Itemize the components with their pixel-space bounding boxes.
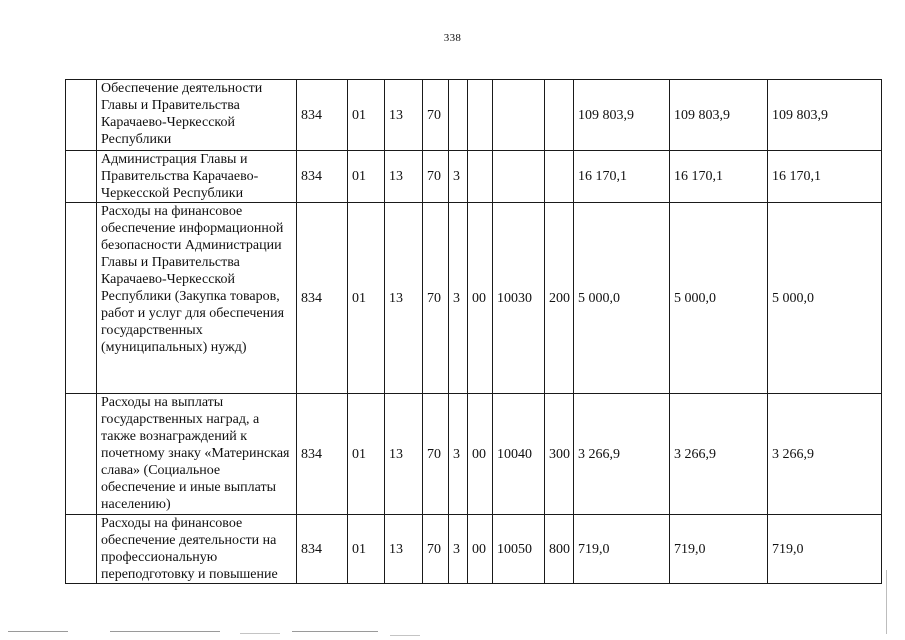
amount-year-3: 109 803,9 [768, 80, 882, 151]
scan-artifact-line [110, 631, 220, 632]
amount-year-2: 5 000,0 [670, 203, 768, 394]
program-code: 70 [423, 203, 449, 394]
expense-type-code [545, 80, 574, 151]
table-row [66, 151, 882, 203]
expense-type-code [545, 151, 574, 203]
scan-artifact-line [8, 631, 68, 632]
row-name: Обеспечение деятельности Главы и Правительства Карачаево-Черкесской Республики [97, 80, 297, 151]
scan-artifact-line [292, 631, 378, 632]
row-name: Администрация Главы и Правительства Карачаево-Черкесской Республики [97, 151, 297, 203]
program-code: 70 [423, 80, 449, 151]
row-name: Расходы на финансовое обеспечение деятельности на профессиональную переподготовку и повышение [97, 515, 297, 584]
activity-code: 00 [468, 203, 493, 394]
ministry-code: 834 [297, 151, 348, 203]
subsection-code: 13 [385, 151, 423, 203]
row-name: Расходы на финансовое обеспечение информационной безопасности Администрации Главы и Правительства Карачаево-Черкесской Республики (Закупка товаров, работ и услуг для обеспечения государственных (муниципальных) нужд) [97, 203, 297, 394]
table-row [66, 515, 882, 584]
empty-lead-cell [66, 394, 97, 515]
amount-year-2: 109 803,9 [670, 80, 768, 151]
amount-year-3: 3 266,9 [768, 394, 882, 515]
subprogram-code: 3 [449, 515, 468, 584]
activity-code [468, 80, 493, 151]
subsection-code: 13 [385, 394, 423, 515]
expense-type-code: 300 [545, 394, 574, 515]
scan-artifact-line [390, 635, 420, 636]
amount-year-1: 16 170,1 [574, 151, 670, 203]
direction-code: 10050 [493, 515, 545, 584]
program-code: 70 [423, 151, 449, 203]
amount-year-2: 3 266,9 [670, 394, 768, 515]
subprogram-code [449, 80, 468, 151]
amount-year-1: 719,0 [574, 515, 670, 584]
ministry-code: 834 [297, 515, 348, 584]
activity-code: 00 [468, 394, 493, 515]
row-name: Расходы на выплаты государственных наград, а также вознаграждений к почетному знаку «Материнская слава» (Социальное обеспечение и иные выплаты населению) [97, 394, 297, 515]
empty-lead-cell [66, 203, 97, 394]
amount-year-2: 16 170,1 [670, 151, 768, 203]
expense-type-code: 200 [545, 203, 574, 394]
subprogram-code: 3 [449, 151, 468, 203]
activity-code [468, 151, 493, 203]
scan-artifact-line [886, 570, 887, 634]
direction-code [493, 151, 545, 203]
section-code: 01 [348, 515, 385, 584]
direction-code: 10030 [493, 203, 545, 394]
empty-lead-cell [66, 80, 97, 151]
amount-year-1: 109 803,9 [574, 80, 670, 151]
page-number: 338 [443, 32, 462, 44]
table-row [66, 394, 882, 515]
scan-artifact-line [240, 633, 280, 634]
amount-year-1: 3 266,9 [574, 394, 670, 515]
expense-type-code: 800 [545, 515, 574, 584]
empty-lead-cell [66, 515, 97, 584]
table-row [66, 80, 882, 151]
amount-year-3: 16 170,1 [768, 151, 882, 203]
direction-code: 10040 [493, 394, 545, 515]
section-code: 01 [348, 203, 385, 394]
section-code: 01 [348, 151, 385, 203]
budget-table [65, 79, 882, 584]
section-code: 01 [348, 80, 385, 151]
subprogram-code: 3 [449, 394, 468, 515]
ministry-code: 834 [297, 394, 348, 515]
activity-code: 00 [468, 515, 493, 584]
direction-code [493, 80, 545, 151]
amount-year-3: 5 000,0 [768, 203, 882, 394]
ministry-code: 834 [297, 80, 348, 151]
section-code: 01 [348, 394, 385, 515]
subsection-code: 13 [385, 80, 423, 151]
subsection-code: 13 [385, 203, 423, 394]
table-row [66, 203, 882, 394]
subprogram-code: 3 [449, 203, 468, 394]
empty-lead-cell [66, 151, 97, 203]
amount-year-2: 719,0 [670, 515, 768, 584]
ministry-code: 834 [297, 203, 348, 394]
program-code: 70 [423, 394, 449, 515]
amount-year-3: 719,0 [768, 515, 882, 584]
amount-year-1: 5 000,0 [574, 203, 670, 394]
subsection-code: 13 [385, 515, 423, 584]
program-code: 70 [423, 515, 449, 584]
